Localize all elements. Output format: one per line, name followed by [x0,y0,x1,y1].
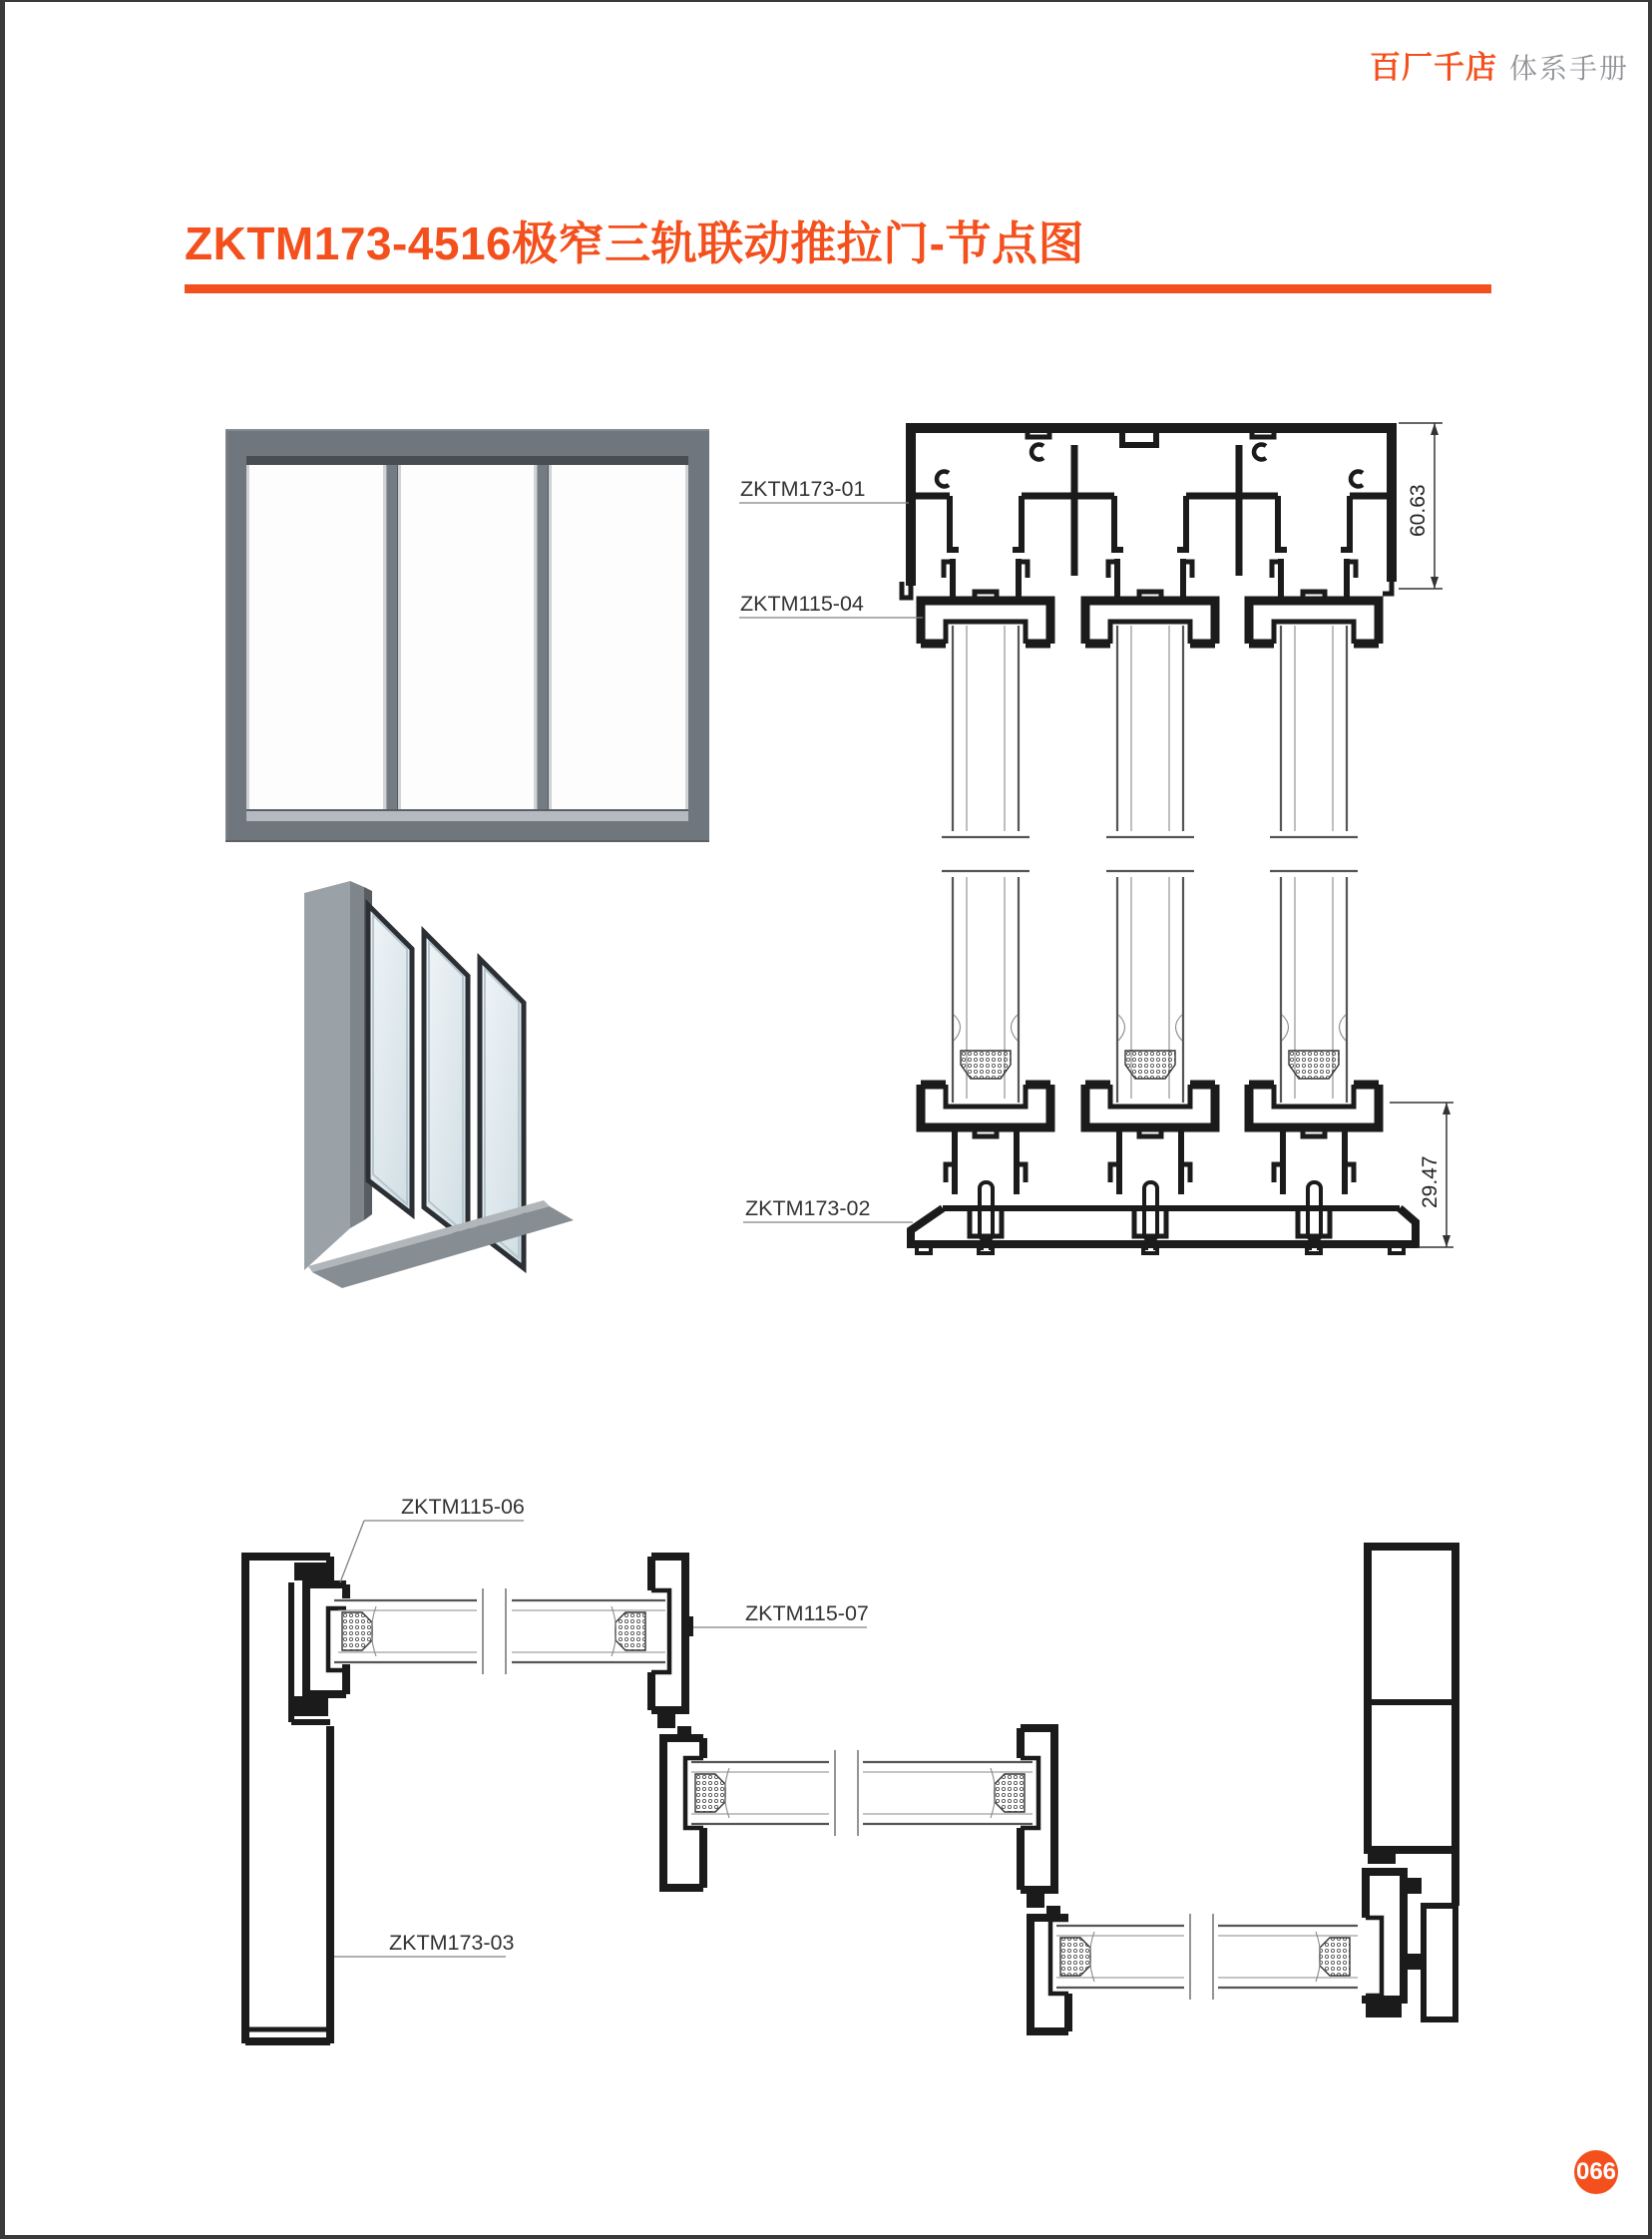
door-bottom-sill [246,809,688,821]
door-panel [246,465,386,811]
left-jamb-profile [245,1553,330,2043]
door-mullion [537,465,549,811]
door-frame-inner [246,456,688,821]
interlock-profile [1021,1728,1068,2031]
door-photo [225,429,709,842]
sash-section [1085,496,1215,1253]
horizontal-section-drawing [234,1487,1461,2057]
door-panel [549,465,688,811]
right-jamb-profile [1366,1547,1455,2019]
door-mullion [386,465,398,811]
page-number: 066 [1575,2158,1617,2185]
label-interlock: ZKTM115-07 [745,1601,869,1625]
door-panel [398,465,538,811]
dim-sill-value: 29.47 [1419,1155,1442,1208]
sash-section [921,496,1050,1253]
leader-line [340,1521,524,1582]
label-bottom-track: ZKTM173-02 [745,1196,871,1220]
interlock-profile [651,1557,703,1888]
glass-unit [1056,1914,1358,2000]
frame-left-slab [304,881,350,1270]
page-number-badge [1574,2150,1618,2194]
glass-pane [368,905,412,1214]
profile-render [282,877,604,1290]
brand-logo-text: 百厂千店 [1370,50,1497,85]
glass-unit [334,1588,665,1674]
title-underline [185,284,1491,293]
door-top-track [246,456,688,465]
door-panels [246,465,688,811]
glass-pane [424,932,468,1241]
glass-unit [691,1750,1032,1836]
dimension-sill-height [1390,1103,1453,1247]
dimension-head-height [1399,423,1443,589]
label-sash-top: ZKTM115-04 [740,592,864,616]
dim-head-value: 60.63 [1407,484,1430,537]
label-side-frame: ZKTM173-03 [389,1931,515,1955]
head-track-profile [902,423,1397,598]
vertical-section-drawing [703,404,1461,1267]
page-header [1370,42,1629,87]
label-sash-stile: ZKTM115-06 [401,1495,525,1519]
sash-section [1249,496,1379,1253]
manual-name: 体系手册 [1509,53,1630,84]
label-head-track: ZKTM173-01 [740,477,866,501]
page-title: ZKTM173-4516极窄三轨联动推拉门-节点图 [185,218,1084,269]
